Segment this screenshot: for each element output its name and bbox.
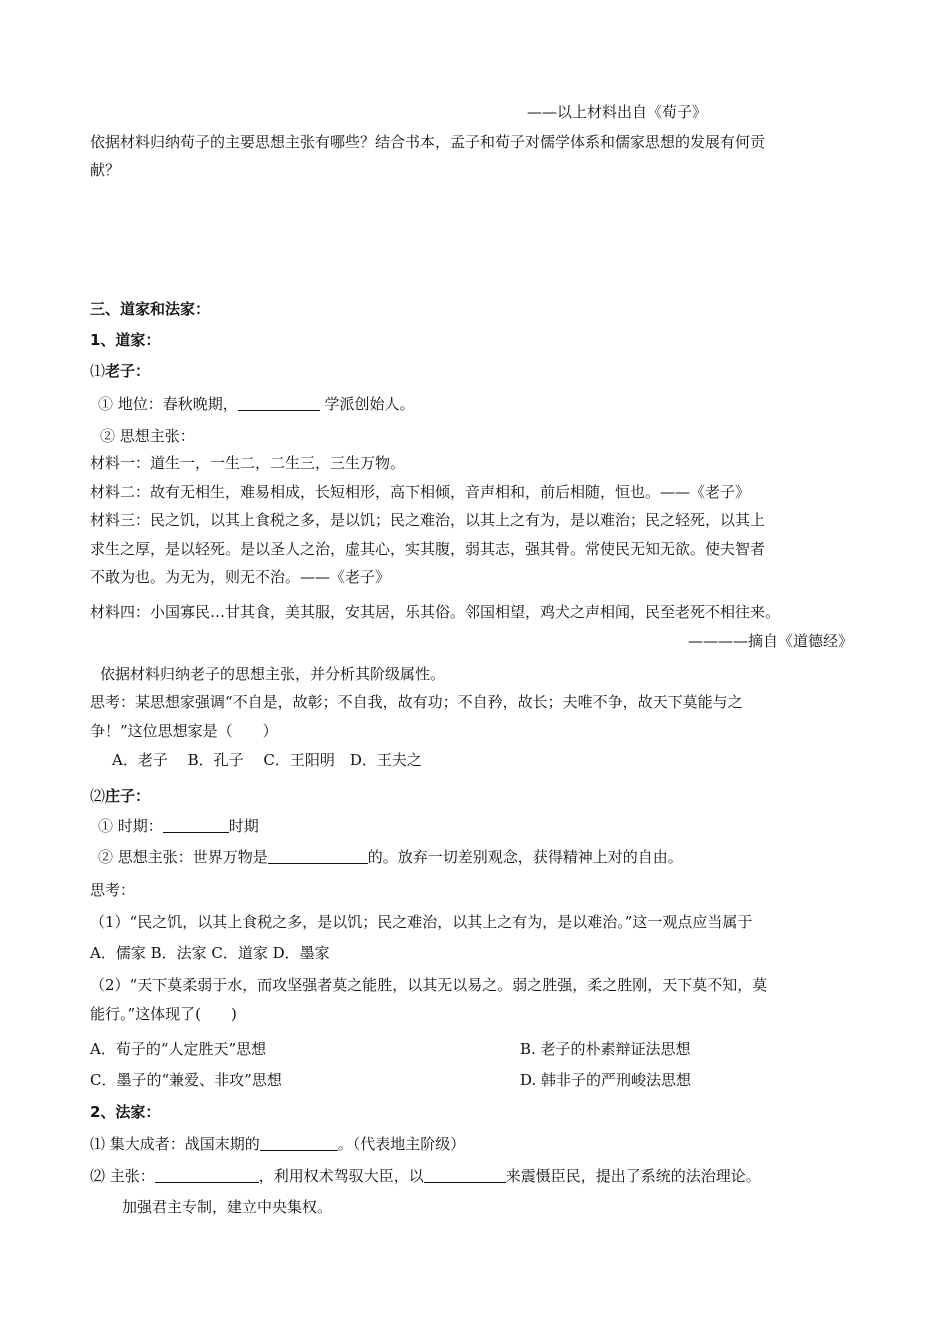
think-options: A．老子 B．孔子 C．王阳明 D．王夫之 — [112, 751, 422, 769]
answer-blank[interactable] — [155, 1167, 259, 1183]
material-4: 材料四：小国寡民…甘其食，美其服，安其居，乐其俗。邻国相望，鸡犬之声相闻，民至老死不相往来。 — [90, 603, 781, 621]
heading-name: 庄子： — [105, 787, 151, 805]
text-segment: 来震慑臣民，提出了系统的法治理论。 — [505, 1167, 761, 1185]
question-2: （2）“天下莫柔弱于水，而攻坚强者莫之能胜，以其无以易之。弱之胜强，柔之胜刚，天下莫不知，莫 — [90, 976, 768, 994]
question-2: 能行。”这体现了( ) — [90, 1005, 237, 1023]
answer-blank[interactable] — [163, 817, 229, 833]
option-a: A．荀子的“人定胜天”思想 — [90, 1040, 267, 1058]
option-b: B. 老子的朴素辩证法思想 — [520, 1040, 691, 1058]
option-c: C．墨子的“兼爱、非攻”思想 — [90, 1071, 282, 1089]
material-4-source: ————摘自《道德经》 — [688, 632, 854, 650]
answer-blank[interactable] — [424, 1167, 506, 1183]
think-label: 思考： — [90, 881, 136, 899]
text-segment: 时期 — [228, 817, 259, 835]
text-segment: ⑵ 主张： — [90, 1167, 155, 1185]
text-segment: 的。放弃一切差别观念，获得精神上对的自由。 — [367, 848, 683, 866]
fajia-item-2 — [90, 1166, 761, 1186]
text-segment: 学派创始人。 — [319, 395, 415, 413]
answer-blank[interactable] — [260, 1135, 338, 1151]
zhuangzi-ideas — [98, 847, 683, 867]
text-segment: ① 时期： — [98, 817, 163, 835]
subsection-heading: 1、道家： — [90, 331, 161, 349]
ideas-label: ② 思想主张： — [100, 427, 195, 445]
heading-name: 老子： — [105, 362, 151, 380]
question-1-options: A．儒家 B．法家 C．道家 D．墨家 — [90, 944, 330, 962]
material-3: 不敢为也。为无为，则无不治。——《老子》 — [90, 568, 391, 586]
answer-blank[interactable] — [238, 395, 320, 411]
task-text: 依据材料归纳老子的思想主张，并分析其阶级属性。 — [100, 665, 446, 683]
material-1: 材料一：道生一，一生二，二生三，三生万物。 — [90, 454, 406, 472]
material-2: 材料二：故有无相生，难易相成，长短相形，高下相倾，音声相和，前后相随，恒也。——《老子》 — [90, 483, 751, 501]
zhuangzi-period — [98, 816, 259, 836]
fajia-item-1 — [90, 1134, 465, 1154]
material-3: 材料三：民之饥，以其上食税之多，是以饥；民之难治，以其上之有为，是以难治；民之轻死，以其上 — [90, 511, 766, 529]
source-note: ——以上材料出自《荀子》 — [527, 103, 708, 121]
fajia-item-2-cont: 加强君主专制，建立中央集权。 — [122, 1198, 333, 1216]
text-segment: ① 地位：春秋晚期， — [98, 395, 238, 413]
text-segment: ② 思想主张：世界万物是 — [98, 848, 268, 866]
option-d: D. 韩非子的严刑峻法思想 — [520, 1071, 692, 1089]
answer-blank[interactable] — [268, 848, 368, 864]
laozi-status — [98, 394, 415, 414]
think-question: 争！”这位思想家是（ ） — [90, 722, 278, 740]
text-segment: ⑴ 集大成者：战国末期的 — [90, 1135, 260, 1153]
question-line: 献？ — [90, 161, 121, 179]
material-3: 求生之厚，是以轻死。是以圣人之治，虚其心，实其腹，弱其志，强其骨。常使民无知无欲。使夫智者 — [90, 540, 766, 558]
text-segment: ，利用权术驾驭大臣，以 — [258, 1167, 424, 1185]
text-segment: 。（代表地主阶级） — [337, 1135, 466, 1153]
laozi-heading — [90, 361, 150, 381]
question-line: 依据材料归纳荀子的主要思想主张有哪些？结合书本，孟子和荀子对儒学体系和儒家思想的发展有何贡 — [90, 133, 766, 151]
zhuangzi-heading — [90, 786, 150, 806]
heading-number: ⑴ — [90, 362, 106, 380]
think-question: 思考：某思想家强调“不自是，故彰；不自我，故有功；不自矜，故长；夫唯不争，故天下莫能与之 — [90, 693, 743, 711]
question-1: （1）“民之饥，以其上食税之多，是以饥；民之难治，以其上之有为，是以难治。”这一观点应当属于 — [90, 913, 753, 931]
section-heading: 三、道家和法家： — [90, 300, 211, 318]
heading-number: ⑵ — [90, 787, 106, 805]
subsection-heading: 2、法家： — [90, 1103, 161, 1121]
